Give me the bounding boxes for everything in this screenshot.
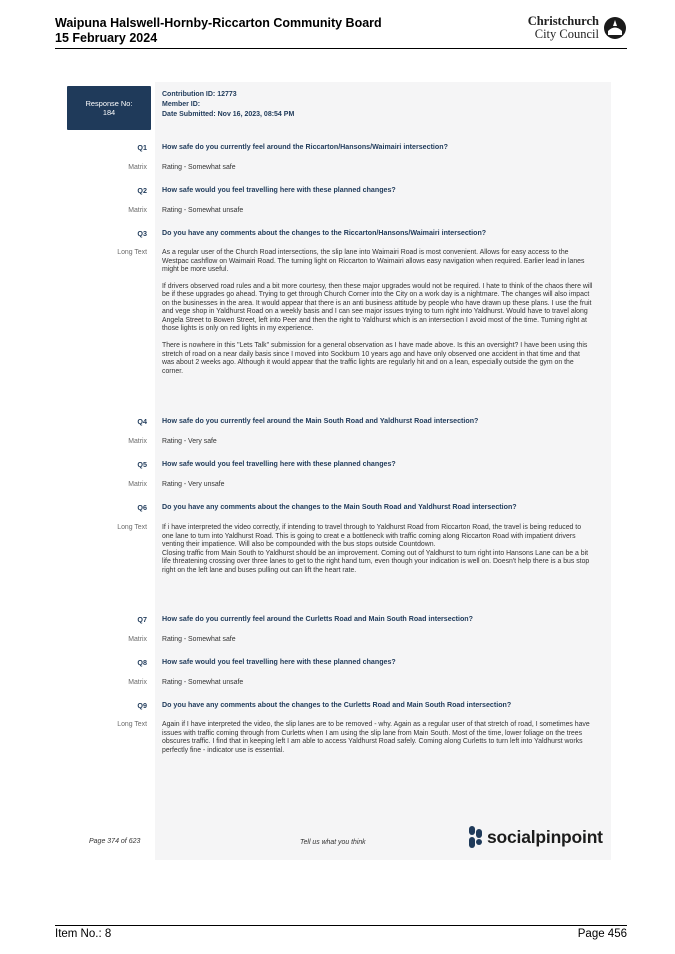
question-number: Q3 <box>137 229 147 238</box>
panel-tagline: Tell us what you think <box>300 839 366 846</box>
question-text: How safe would you feel travelling here with these planned changes? <box>162 658 396 666</box>
council-logo <box>528 15 627 40</box>
question-text: Do you have any comments about the changes to the Curletts Road and Main South Road intersection? <box>162 701 512 709</box>
question-text: How safe would you feel travelling here with these planned changes? <box>162 460 396 468</box>
answer-text: Rating - Somewhat safe <box>162 636 236 643</box>
question-number: Q8 <box>137 658 147 667</box>
document-header <box>55 16 627 49</box>
socialpinpoint-logo <box>469 826 603 848</box>
council-emblem-icon <box>603 16 627 40</box>
answer-text: As a regular user of the Church Road intersections, the slip lane into Waimairi Road is most convenient. Allows for easy access to the Westpac cashflow on Waimairi Road. The turning light on Riccarton to Waimairi allows easy navigation when required. Earlier lead in lanes might be more useful. If drivers observed road rules and a bit more courtesy, then these major upgrades would not be required. I hate to think of the chaos there will be if these upgrades go ahead. Trying to get through Church Corner into the City on a work day is a nightmare. The changes will also impact on the businesses in the area. It would appear that there is an anti business attitude by people who have drawn up these plans. I use the fruit and vege shop in Yaldhurst Road on a weekly basis and I can see major issues trying to turn right into Yaldhurst. Would have to travel along Angela Street to Bowen Street, left into Peer and then the right to Yaldhurst which is an intersection I avoid most of the time. Turning right at those lights is only on red lights in my experience. There is nowhere in this "Lets Talk" submission for a general observation as I have made above. Is this an oversight? I have been using this stretch of road on a near daily basis since I moved into Sockburn 10 years ago and have only observed one accident in that time and that was about 2 weeks ago. Although it would appear that the traffic lights are regularly hit and on a lean, especially outside the gym on the corner. <box>162 249 593 375</box>
board-name: Waipuna Halswell-Hornby-Riccarton Community Board <box>55 16 382 30</box>
question-number: Q9 <box>137 701 147 710</box>
question-text: Do you have any comments about the changes to the Riccarton/Hansons/Waimairi intersection? <box>162 229 487 237</box>
question-text: Do you have any comments about the changes to the Main South Road and Yaldhurst Road intersection? <box>162 503 517 511</box>
answer-type: Matrix <box>128 679 147 686</box>
response-label: Response No: <box>85 99 133 108</box>
contribution-id: Contribution ID: 12773 <box>162 91 237 98</box>
socialpinpoint-wordmark: socialpinpoint <box>487 826 603 847</box>
council-logo-line2: City Council <box>534 26 599 41</box>
submission-meta <box>162 90 294 120</box>
member-id: Member ID: <box>162 101 201 108</box>
document-page-number: Page 456 <box>577 928 627 940</box>
question-text: How safe would you feel travelling here with these planned changes? <box>162 186 396 194</box>
answer-text: Again if I have interpreted the video, the slip lanes are to be removed - why. Again as a regular user of that stretch of road, I sometimes have issues with traffic coming through from Curletts when I am using the slip lane from Main South. Most of the time, lower foliage on the trees obscures traffic. I find that in keeping left I am able to access Yaldhurst Road safely. Coming along Curletts to turn left into Yaldhurst works perfectly fine - indicator use is essential. <box>162 721 590 754</box>
answer-type: Matrix <box>128 164 147 171</box>
question-number: Q2 <box>137 186 147 195</box>
answer-type: Matrix <box>128 207 147 214</box>
answer-text: Rating - Very unsafe <box>162 481 225 488</box>
date-submitted: Date Submitted: Nov 16, 2023, 08:54 PM <box>162 111 295 118</box>
question-number: Q6 <box>137 503 147 512</box>
answer-type: Long Text <box>117 721 147 728</box>
answer-type: Long Text <box>117 249 147 256</box>
answer-text: Rating - Somewhat safe <box>162 164 236 171</box>
answer-type: Matrix <box>128 438 147 445</box>
question-text: How safe do you currently feel around the Main South Road and Yaldhurst Road intersection? <box>162 417 479 425</box>
socialpinpoint-mark-icon <box>469 826 483 848</box>
answer-text: Rating - Somewhat unsafe <box>162 207 244 214</box>
question-number: Q7 <box>137 615 147 624</box>
response-number: 184 <box>102 108 116 117</box>
question-number: Q4 <box>137 417 147 426</box>
question-number: Q1 <box>137 143 147 152</box>
item-number: Item No.: 8 <box>55 928 112 940</box>
answer-text: Rating - Very safe <box>162 438 217 445</box>
question-text: How safe do you currently feel around the Curletts Road and Main South Road intersection? <box>162 615 473 623</box>
document-footer <box>55 925 627 940</box>
meeting-date: 15 February 2024 <box>55 31 158 45</box>
answer-type: Matrix <box>128 636 147 643</box>
panel-page-number: Page 374 of 623 <box>89 838 141 845</box>
response-number-badge <box>67 86 151 130</box>
answer-text: If i have interpreted the video correctly, if intending to travel through to Yaldhurst Road from Riccarton Road, the travel is being reduced to one lane to turn into Yaldhurst Road. This is going to creat e a bottleneck with traffic coming along Riccarton Road with impatient drivers venting their impatience. Will also be compounded with the bus stops outside Countdown. Closing traffic from Main South to Yaldhurst should be an improvement. Coming out of Yaldhurst to turn right into Hansons Lane can be a bit life threatening crossing over three lanes to get to the right hand turn, even though your indication is well on. Doesn't help there is a bus stop right on the left lane and buses pulling out can lift the heart rate. <box>162 524 590 574</box>
answer-type: Long Text <box>117 524 147 531</box>
submission-panel <box>67 82 611 860</box>
question-text: How safe do you currently feel around the Riccarton/Hansons/Waimairi intersection? <box>162 143 448 151</box>
question-number: Q5 <box>137 460 147 469</box>
council-logo-line1: Christchurch <box>527 14 599 28</box>
answer-type: Matrix <box>128 481 147 488</box>
answer-text: Rating - Somewhat unsafe <box>162 679 244 686</box>
